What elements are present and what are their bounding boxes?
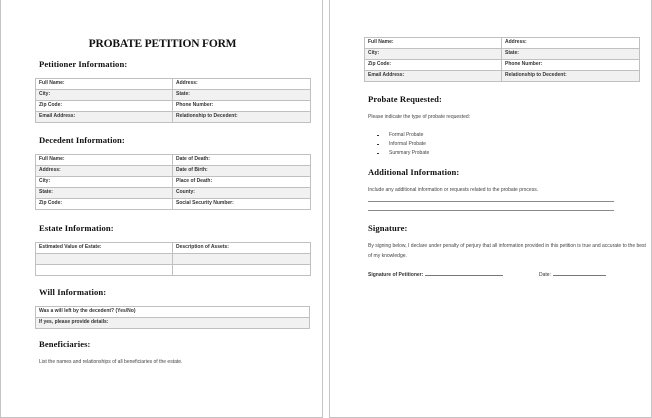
petitioner-heading: Petitioner Information: [39,59,128,69]
table-row [36,79,311,90]
document-title: PROBATE PETITION FORM [88,38,237,50]
beneficiaries-heading: Beneficiaries: [39,339,91,349]
probate-requested-instruction: Please indicate the type of probate requested: [368,114,471,120]
additional-info-heading: Additional Information: [368,167,460,177]
will-table [35,306,310,329]
table-row [365,38,640,49]
estate-assets-entry-2[interactable] [173,265,311,276]
probate-type-list [377,131,429,158]
petitioner-address-field[interactable]: Address: [173,79,311,90]
table-row [36,90,311,101]
decedent-county-field[interactable]: County: [173,188,311,199]
contact-state-field[interactable]: State: [502,49,640,60]
table-row [365,71,640,82]
contact-zip-field[interactable]: Zip Code: [365,60,502,71]
additional-info-line-2[interactable] [368,210,614,211]
table-row [36,166,311,177]
table-row [36,318,310,329]
signature-heading: Signature: [368,223,408,233]
contact-email-field[interactable]: Email Address: [365,71,502,82]
signature-blank[interactable] [425,270,503,276]
table-row [36,101,311,112]
table-row [36,199,311,210]
table-row [36,243,311,254]
probate-option-formal[interactable]: Formal Probate [377,131,429,140]
contact-phone-field[interactable]: Phone Number: [502,60,640,71]
contact-full-name-field[interactable]: Full Name: [365,38,502,49]
date-blank[interactable] [553,270,606,276]
decedent-zip-field[interactable]: Zip Code: [36,199,173,210]
table-row [36,155,311,166]
will-left-field[interactable]: Was a will left by the decedent? (Yes/No) [36,307,310,318]
table-row [36,265,311,276]
estate-assets-entry-1[interactable] [173,254,311,265]
estate-table [35,242,311,276]
beneficiaries-instruction: List the names and relationships of all beneficiaries of the estate. [39,359,183,365]
estate-value-entry-1[interactable] [36,254,173,265]
petitioner-table [35,78,311,123]
decedent-date-of-death-field[interactable]: Date of Death: [173,155,311,166]
estate-assets-field[interactable]: Description of Assets: [173,243,311,254]
decedent-state-field[interactable]: State: [36,188,173,199]
estate-value-field[interactable]: Estimated Value of Estate: [36,243,173,254]
decedent-place-of-death-field[interactable]: Place of Death: [173,177,311,188]
decedent-address-field[interactable]: Address: [36,166,173,177]
will-details-field[interactable]: If yes, please provide details: [36,318,310,329]
petitioner-phone-field[interactable]: Phone Number: [173,101,311,112]
table-row [365,60,640,71]
probate-requested-heading: Probate Requested: [368,94,442,104]
signature-label: Signature of Petitioner: [368,272,424,278]
page2-contact-table [364,37,640,82]
estate-heading: Estate Information: [39,223,114,233]
additional-info-instruction: Include any additional information or requests related to the probate process. [368,187,539,193]
date-label: Date: [539,272,551,278]
signature-declaration: By signing below, I declare under penalty of perjury that all information provided in this petition is true and accurate to the best of my knowledge. [368,243,646,259]
page-1 [0,0,323,418]
decedent-table [35,154,311,210]
page-2 [329,0,652,418]
petitioner-zip-field[interactable]: Zip Code: [36,101,173,112]
contact-relationship-field[interactable]: Relationship to Decedent: [502,71,640,82]
probate-option-summary[interactable]: Summary Probate [377,149,429,158]
decedent-full-name-field[interactable]: Full Name: [36,155,173,166]
petitioner-relationship-field[interactable]: Relationship to Decedent: [173,112,311,123]
petitioner-city-field[interactable]: City: [36,90,173,101]
table-row [36,307,310,318]
estate-value-entry-2[interactable] [36,265,173,276]
table-row [36,112,311,123]
table-row [36,188,311,199]
additional-info-line-1[interactable] [368,201,614,202]
petitioner-email-field[interactable]: Email Address: [36,112,173,123]
petitioner-full-name-field[interactable]: Full Name: [36,79,173,90]
decedent-date-of-birth-field[interactable]: Date of Birth: [173,166,311,177]
signature-field[interactable] [368,270,503,278]
contact-city-field[interactable]: City: [365,49,502,60]
petitioner-state-field[interactable]: State: [173,90,311,101]
table-row [365,49,640,60]
decedent-heading: Decedent Information: [39,135,125,145]
table-row [36,254,311,265]
table-row [36,177,311,188]
contact-address-field[interactable]: Address: [502,38,640,49]
date-field[interactable] [539,270,606,278]
probate-option-informal[interactable]: Informal Probate [377,140,429,149]
decedent-ssn-field[interactable]: Social Security Number: [173,199,311,210]
decedent-city-field[interactable]: City: [36,177,173,188]
will-heading: Will Information: [39,287,107,297]
